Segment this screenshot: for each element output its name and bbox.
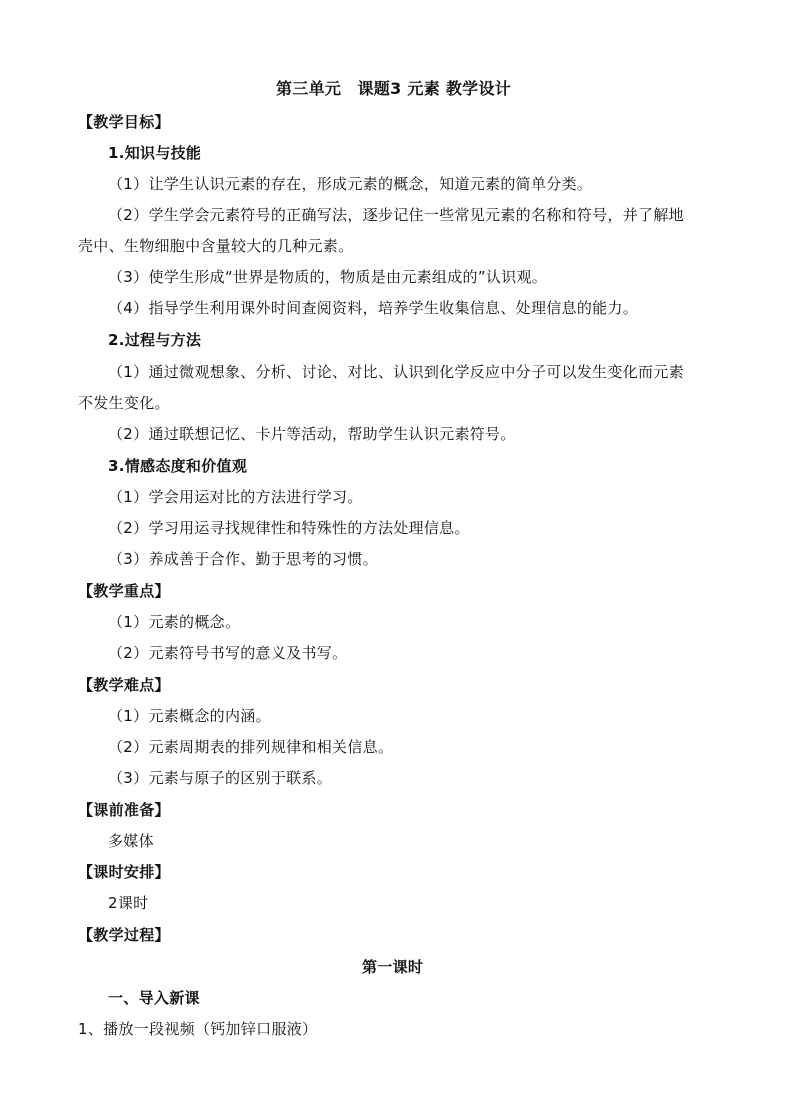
goal2-heading: 2.过程与方法 xyxy=(108,331,202,349)
goal2-item: （1）通过微观想象、分析、讨论、对比、认识到化学反应中分子可以发生变化而元素 xyxy=(108,363,684,381)
process-heading: 【教学过程】 xyxy=(78,926,170,944)
section-heading: 一、导入新课 xyxy=(108,989,200,1007)
preparation-text: 多媒体 xyxy=(108,832,154,850)
step-text: 1、播放一段视频（钙加锌口服液） xyxy=(78,1020,318,1038)
goal2-item-continued: 不发生变化。 xyxy=(78,394,170,412)
goal3-item: （3）养成善于合作、勤于思考的习惯。 xyxy=(108,550,378,568)
difficult-points-heading: 【教学难点】 xyxy=(78,676,170,694)
key-points-heading: 【教学重点】 xyxy=(78,582,170,600)
schedule-text: 2课时 xyxy=(108,894,149,912)
page-title: 第三单元 课题3 元素 教学设计 xyxy=(276,79,512,98)
goal1-item: （1）让学生认识元素的存在，形成元素的概念，知道元素的简单分类。 xyxy=(108,175,593,193)
goal3-item: （2）学习用运寻找规律性和特殊性的方法处理信息。 xyxy=(108,519,470,537)
difficult-point-item: （2）元素周期表的排列规律和相关信息。 xyxy=(108,738,394,756)
goal1-heading: 1.知识与技能 xyxy=(108,144,202,162)
preparation-heading: 【课前准备】 xyxy=(78,801,170,819)
goal1-item: （3）使学生形成“世界是物质的，物质是由元素组成的”认识观。 xyxy=(108,268,548,286)
lesson-heading: 第一课时 xyxy=(362,958,424,976)
goal1-item-continued: 壳中、生物细胞中含量较大的几种元素。 xyxy=(78,237,354,255)
key-point-item: （1）元素的概念。 xyxy=(108,613,241,631)
key-point-item: （2）元素符号书写的意义及书写。 xyxy=(108,644,348,662)
goals-heading: 【教学目标】 xyxy=(78,113,170,131)
goal3-heading: 3.情感态度和价值观 xyxy=(108,457,248,475)
goal3-item: （1）学会用运对比的方法进行学习。 xyxy=(108,488,363,506)
goal2-item: （2）通过联想记忆、卡片等活动，帮助学生认识元素符号。 xyxy=(108,425,516,443)
difficult-point-item: （1）元素概念的内涵。 xyxy=(108,707,271,725)
difficult-point-item: （3）元素与原子的区别于联系。 xyxy=(108,769,333,787)
schedule-heading: 【课时安排】 xyxy=(78,863,170,881)
goal1-item: （2）学生学会元素符号的正确写法，逐步记住一些常见元素的名称和符号，并了解地 xyxy=(108,206,684,224)
goal1-item: （4）指导学生利用课外时间查阅资料，培养学生收集信息、处理信息的能力。 xyxy=(108,299,639,317)
